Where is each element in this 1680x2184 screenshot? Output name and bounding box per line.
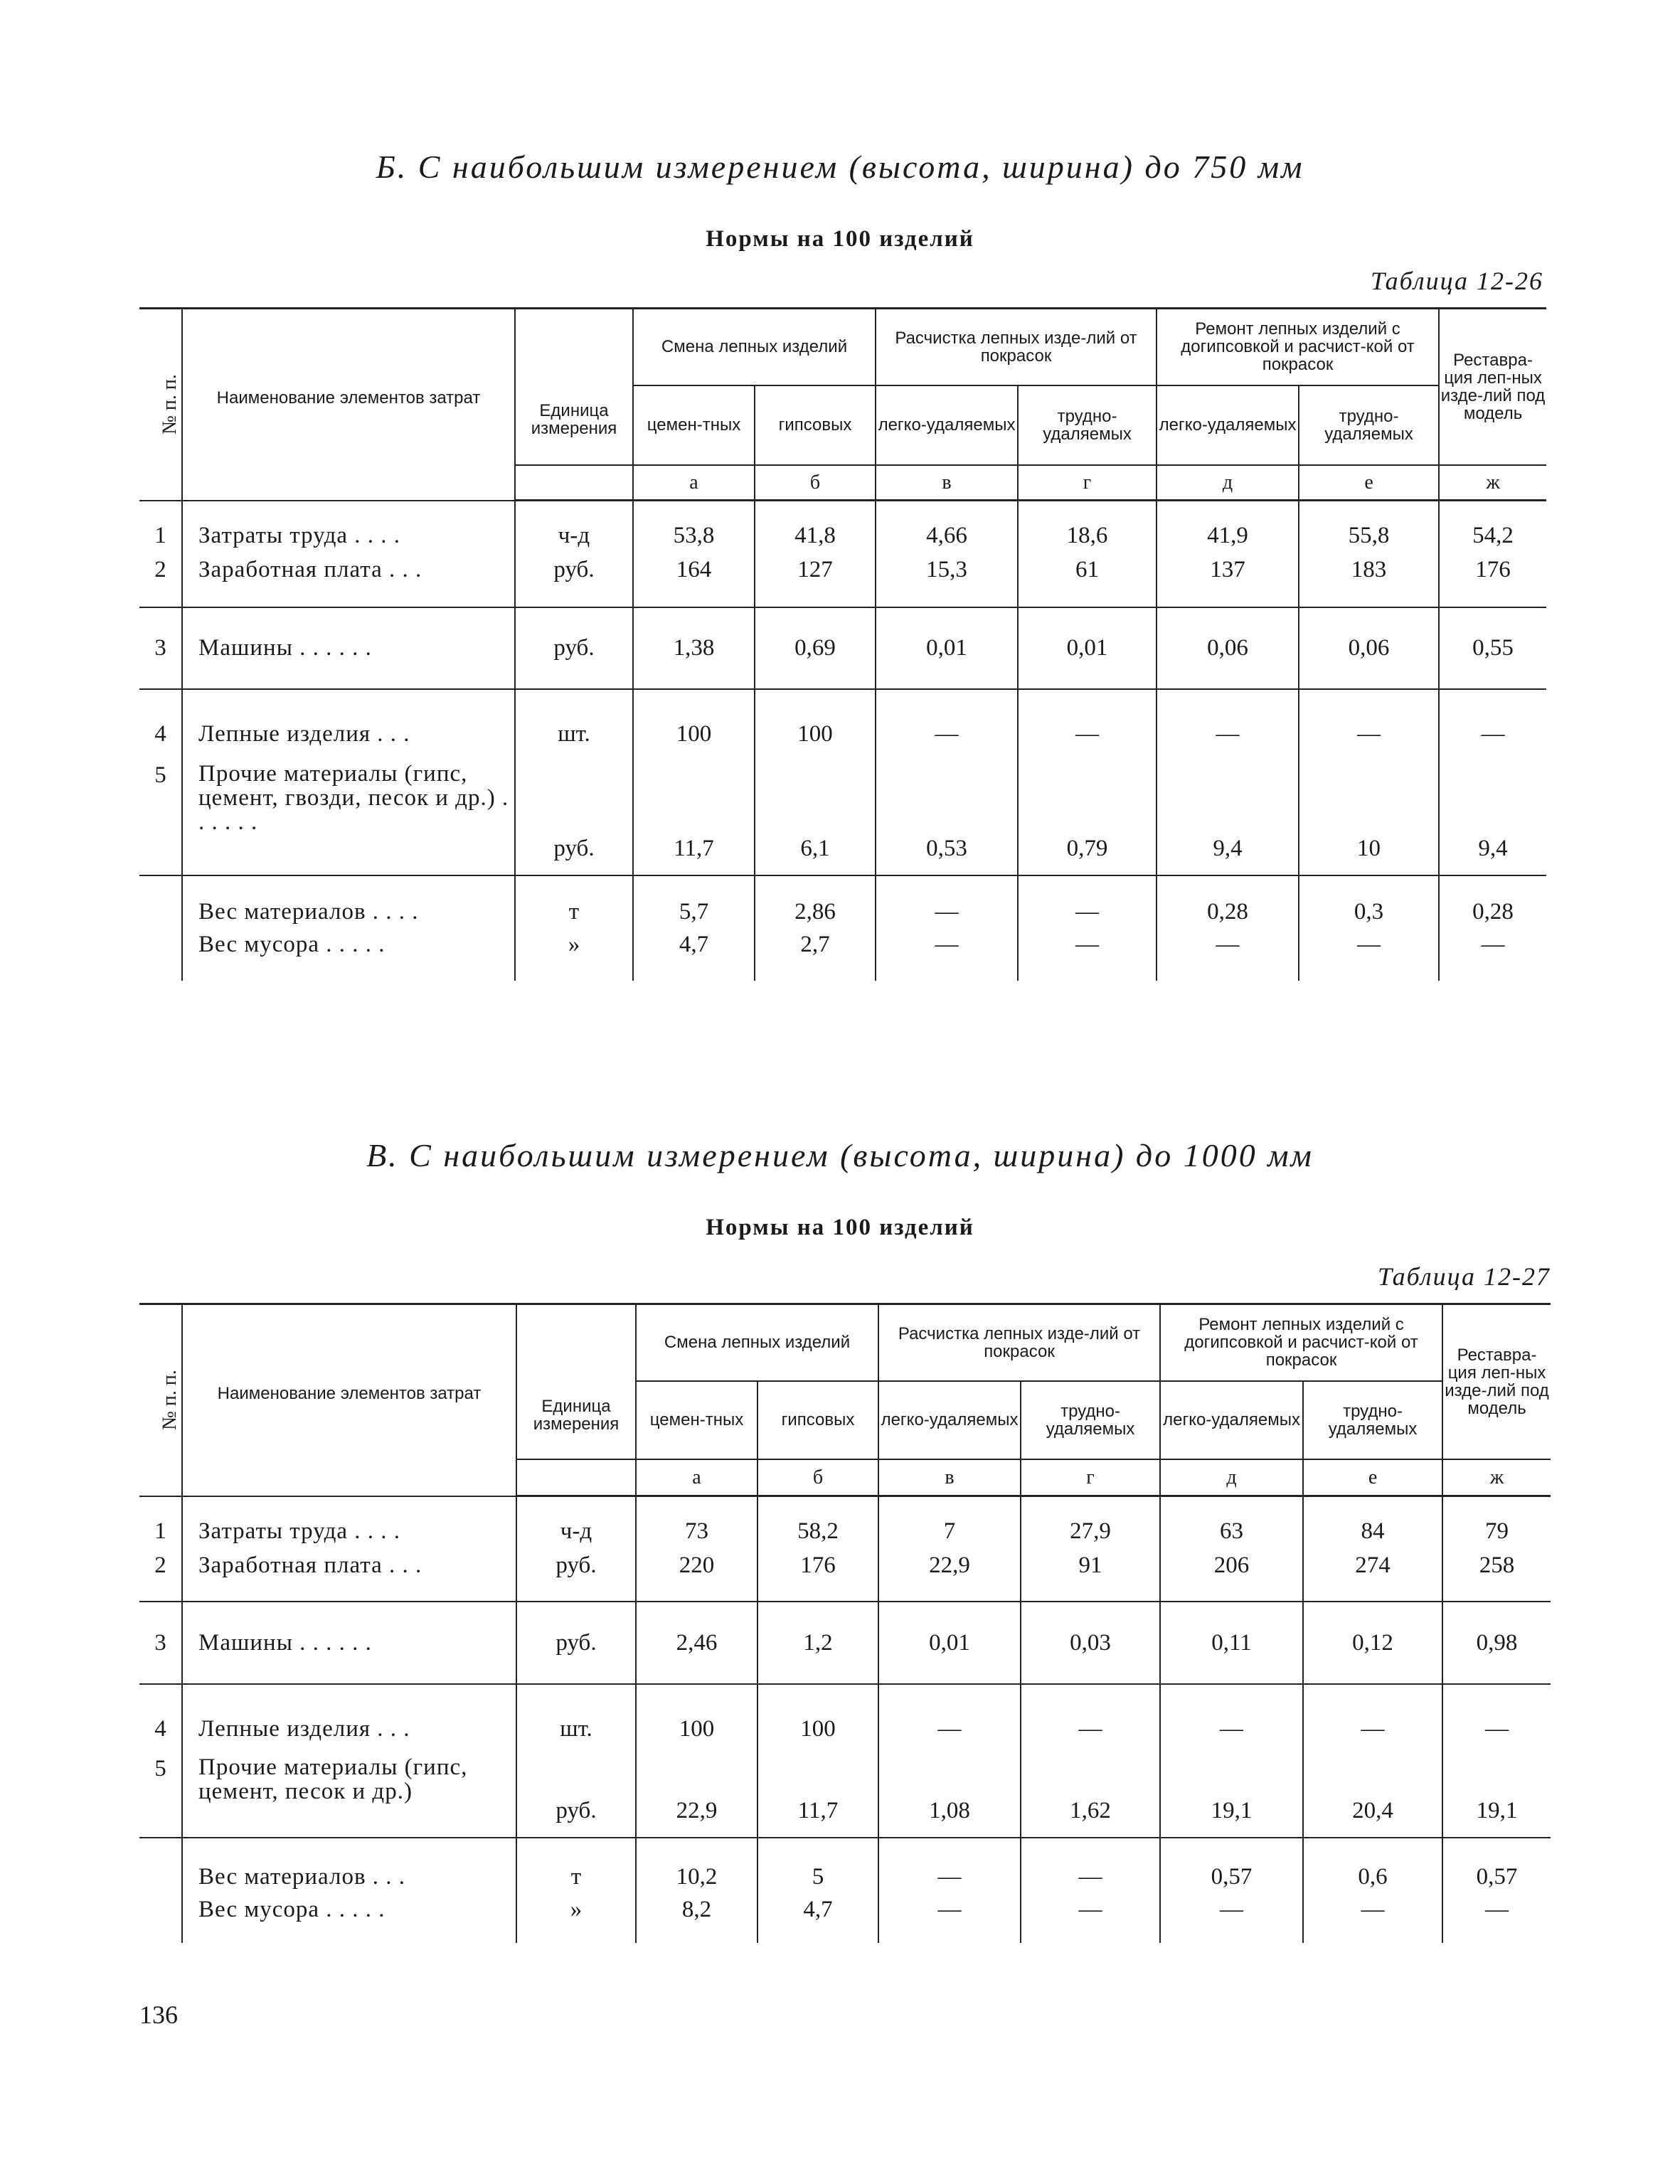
header-group-clean: Расчистка лепных изде-лий от покрасок xyxy=(876,309,1157,385)
table-row: Вес мусора . . . . . » 8,2 4,7 — — — — — xyxy=(139,1890,1551,1943)
header-sub-gypsum: гипсовых xyxy=(757,1381,878,1459)
header-letter-e: е xyxy=(1303,1459,1442,1496)
header-sub-hard-1: трудно-удаляемых xyxy=(1018,385,1157,465)
header-sub-easy-1: легко-удаляемых xyxy=(878,1381,1021,1459)
header-num: № п. п. xyxy=(139,309,182,501)
table-row: 2 Заработная плата . . . руб. 220 176 22,9 91 206 274 258 xyxy=(139,1545,1551,1602)
header-sub-easy-2: легко-удаляемых xyxy=(1157,385,1299,465)
header-group-restore: Реставра-ция леп-ных изде-лий под модель xyxy=(1442,1304,1551,1459)
header-group-repair: Ремонт лепных изделий с догипсовкой и расчист-кой от покрасок xyxy=(1160,1304,1442,1381)
section-title-b: Б. С наибольшим измерением (высота, ширина) до 750 мм xyxy=(376,149,1304,185)
header-sub-hard-2: трудно-удаляемых xyxy=(1299,385,1439,465)
header-sub-easy-2: легко-удаляемых xyxy=(1160,1381,1303,1459)
header-unit: Единица измерения xyxy=(515,309,633,465)
header-letter-zh: ж xyxy=(1442,1459,1551,1496)
header-group-repair: Ремонт лепных изделий с догипсовкой и расчист-кой от покрасок xyxy=(1157,309,1439,385)
header-sub-gypsum: гипсовых xyxy=(755,385,876,465)
header-letter-a: а xyxy=(636,1459,757,1496)
header-sub-hard-1: трудно-удаляемых xyxy=(1021,1381,1160,1459)
table-row: Вес мусора . . . . . » 4,7 2,7 — — — — — xyxy=(139,925,1546,981)
header-unit: Единица измерения xyxy=(516,1304,636,1459)
header-sub-cement: цемен-тных xyxy=(636,1381,757,1459)
header-letter-e: е xyxy=(1299,465,1439,501)
header-letter-d: д xyxy=(1160,1459,1303,1496)
norms-table-12-27 xyxy=(139,1303,1551,1943)
table-row: 4 Лепные изделия . . . шт. 100 100 — — — — — xyxy=(139,1684,1551,1742)
header-group-restore: Реставра-ция леп-ных изде-лий под модель xyxy=(1439,309,1546,465)
table-row: Вес материалов . . . т 10,2 5 — — 0,57 0,6 0,57 xyxy=(139,1838,1551,1890)
norms-caption-b: Нормы на 100 изделий xyxy=(706,226,974,252)
table-label-12-26: Таблица 12-26 xyxy=(1370,267,1543,295)
section-title-v: В. С наибольшим измерением (высота, ширина) до 1000 мм xyxy=(366,1137,1314,1173)
header-sub-cement: цемен-тных xyxy=(633,385,755,465)
header-letter-v: в xyxy=(876,465,1018,501)
header-name: Наименование элементов затрат xyxy=(182,309,515,501)
table-row: 5 Прочие материалы (гипс, цемент, гвозди, песок и др.) . . . . . . руб. 11,7 6,1 0,53 0,79 9,4 10 9,4 xyxy=(139,747,1546,875)
header-group-replace: Смена лепных изделий xyxy=(636,1304,878,1381)
header-num: № п. п. xyxy=(139,1304,182,1496)
table-row: 1 Затраты труда . . . . ч-д 73 58,2 7 27,9 63 84 79 xyxy=(139,1496,1551,1545)
header-letter-b: б xyxy=(757,1459,878,1496)
table-row: 1 Затраты труда . . . . ч-д 53,8 41,8 4,66 18,6 41,9 55,8 54,2 xyxy=(139,501,1546,549)
header-name: Наименование элементов затрат xyxy=(182,1304,516,1496)
header-letter-zh: ж xyxy=(1439,465,1546,501)
table-row: 4 Лепные изделия . . . шт. 100 100 — — — — — xyxy=(139,689,1546,747)
header-unit-blank xyxy=(516,1459,636,1496)
header-letter-g: г xyxy=(1018,465,1157,501)
norms-caption-v: Нормы на 100 изделий xyxy=(706,1215,974,1240)
norms-table-12-26 xyxy=(139,307,1546,981)
header-letter-b: б xyxy=(755,465,876,501)
table-row: 3 Машины . . . . . . руб. 1,38 0,69 0,01 0,01 0,06 0,06 0,55 xyxy=(139,607,1546,689)
table-row: 3 Машины . . . . . . руб. 2,46 1,2 0,01 0,03 0,11 0,12 0,98 xyxy=(139,1602,1551,1684)
header-letter-d: д xyxy=(1157,465,1299,501)
header-letter-v: в xyxy=(878,1459,1021,1496)
header-sub-easy-1: легко-удаляемых xyxy=(876,385,1018,465)
table-row: 2 Заработная плата . . . руб. 164 127 15,3 61 137 183 176 xyxy=(139,549,1546,607)
header-sub-hard-2: трудно-удаляемых xyxy=(1303,1381,1442,1459)
page-number: 136 xyxy=(139,2001,178,2029)
header-letter-g: г xyxy=(1021,1459,1160,1496)
table-row: Вес материалов . . . . т 5,7 2,86 — — 0,28 0,3 0,28 xyxy=(139,875,1546,925)
header-unit-blank xyxy=(515,465,633,501)
header-group-replace: Смена лепных изделий xyxy=(633,309,876,385)
header-letter-a: а xyxy=(633,465,755,501)
table-row: 5 Прочие материалы (гипс, цемент, песок и др.) руб. 22,9 11,7 1,08 1,62 19,1 20,4 19,1 xyxy=(139,1742,1551,1838)
header-group-clean: Расчистка лепных изде-лий от покрасок xyxy=(878,1304,1160,1381)
table-label-12-27: Таблица 12-27 xyxy=(1377,1262,1551,1291)
